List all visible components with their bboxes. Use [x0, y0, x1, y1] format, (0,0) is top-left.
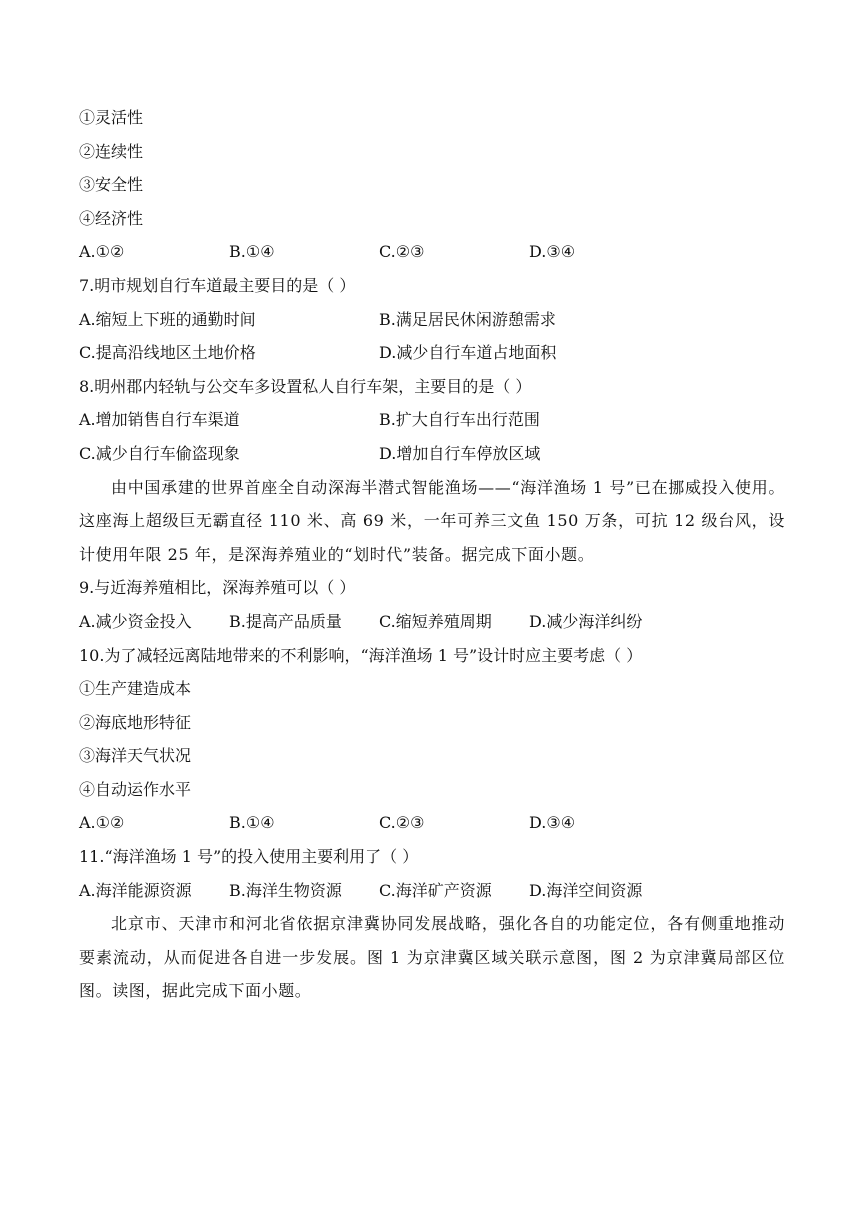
q7-options-row-2 — [79, 336, 785, 370]
q11-option-a: A.海洋能源资源 — [79, 880, 192, 900]
passage-ocean-farm: 由中国承建的世界首座全自动深海半潜式智能渔场——“海洋渔场 1 号”已在挪威投入使用。这座海上超级巨无霸直径 110 米、高 69 米，一年可养三文鱼 150 万条，可抗 12 级台风，设计使用年限 25 年，是深海养殖业的“划时代”装备。据完成下面小题。 — [79, 477, 785, 564]
q6-option-b: B.①④ — [229, 242, 275, 262]
q9-stem: 9.与近海养殖相比，深海养殖可以（ ） — [79, 578, 356, 598]
q10-option-a: A.①② — [79, 813, 125, 833]
q7-option-c: C.提高沿线地区土地价格 — [79, 343, 256, 363]
q6-item-3: ③安全性 — [79, 175, 144, 195]
q8-option-c: C.减少自行车偷盗现象 — [79, 443, 240, 463]
q10-options — [79, 806, 785, 840]
q8-options-row-2 — [79, 437, 785, 471]
q8-option-b: B.扩大自行车出行范围 — [379, 410, 540, 430]
passage-jingjinji: 北京市、天津市和河北省依据京津冀协同发展战略，强化各自的功能定位，各有侧重地推动要素流动，从而促进各自进一步发展。图 1 为京津冀区域关联示意图，图 2 为京津冀局部区位图。读图，据此完成下面小题。 — [79, 914, 785, 1001]
q11-option-b: B.海洋生物资源 — [229, 880, 342, 900]
q7-option-d: D.减少自行车道占地面积 — [379, 343, 557, 363]
document-content — [79, 101, 785, 1008]
q9-option-d: D.减少海洋纠纷 — [529, 611, 643, 631]
q11-option-c: C.海洋矿产资源 — [379, 880, 492, 900]
q6-option-a: A.①② — [79, 242, 125, 262]
q11-stem: 11.“海洋渔场 1 号”的投入使用主要利用了（ ） — [79, 847, 419, 867]
q7-option-b: B.满足居民休闲游憩需求 — [379, 309, 556, 329]
q6-item-1: ①灵活性 — [79, 108, 144, 127]
q10-option-c: C.②③ — [379, 813, 425, 833]
q9-option-c: C.缩短养殖周期 — [379, 611, 492, 631]
q9-option-a: A.减少资金投入 — [79, 611, 192, 631]
q10-item-4: ④自动运作水平 — [79, 779, 192, 799]
q10-item-3: ③海洋天气状况 — [79, 746, 192, 766]
q8-stem: 8.明州郡内轻轨与公交车多设置私人自行车架，主要目的是（ ） — [79, 376, 532, 396]
q6-option-c: C.②③ — [379, 242, 425, 262]
q8-options-row-1 — [79, 403, 785, 437]
q6-option-d: D.③④ — [529, 242, 576, 262]
q8-option-d: D.增加自行车停放区域 — [379, 443, 541, 463]
q10-option-b: B.①④ — [229, 813, 275, 833]
q10-stem: 10.为了减轻远离陆地带来的不利影响，“海洋渔场 1 号”设计时应主要考虑（ ） — [79, 645, 643, 665]
q8-option-a: A.增加销售自行车渠道 — [79, 410, 240, 430]
q11-option-d: D.海洋空间资源 — [529, 880, 643, 900]
q9-options — [79, 605, 785, 639]
q10-option-d: D.③④ — [529, 813, 576, 833]
q6-item-2: ②连续性 — [79, 141, 144, 161]
q9-option-b: B.提高产品质量 — [229, 611, 342, 631]
q7-stem: 7.明市规划自行车道最主要目的是（ ） — [79, 275, 356, 295]
q7-option-a: A.缩短上下班的通勤时间 — [79, 309, 256, 329]
q7-options-row-1 — [79, 303, 785, 337]
q10-item-1: ①生产建造成本 — [79, 679, 192, 699]
q10-item-2: ②海底地形特征 — [79, 712, 192, 732]
q6-item-4: ④经济性 — [79, 208, 144, 228]
q11-options — [79, 874, 785, 908]
q6-options — [79, 235, 785, 269]
